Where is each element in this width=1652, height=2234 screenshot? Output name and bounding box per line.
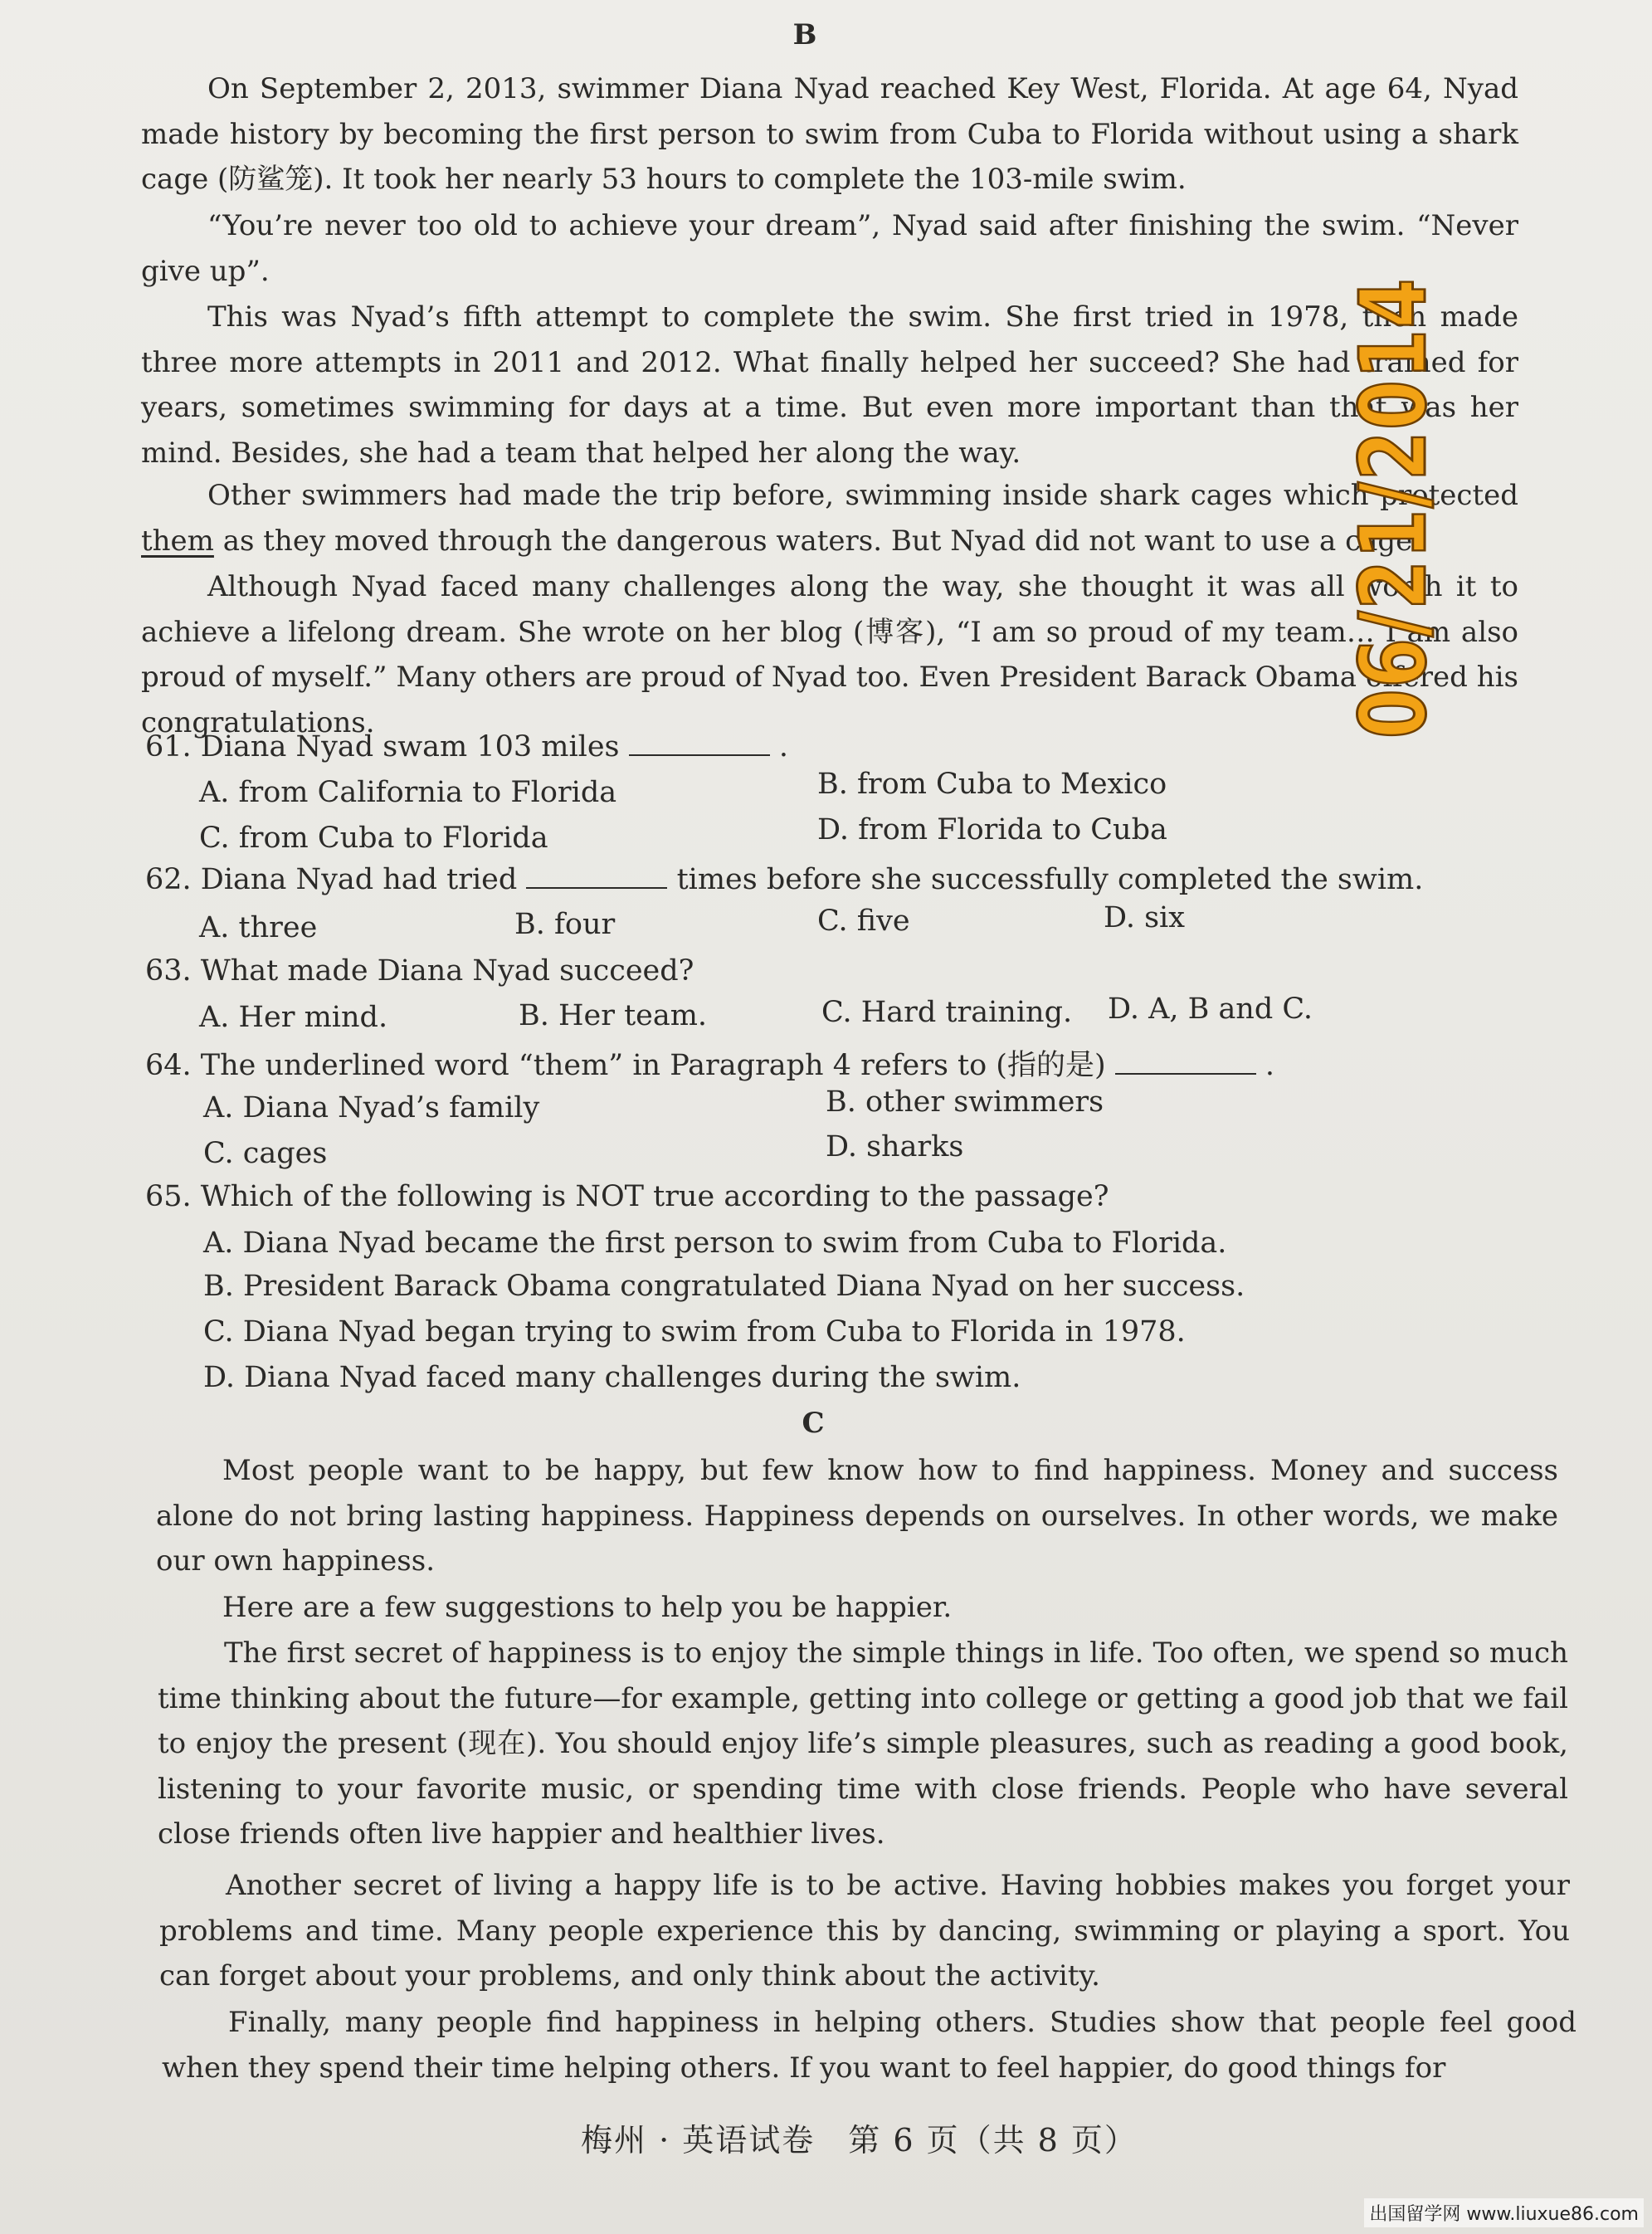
underlined-word-them: them bbox=[141, 524, 214, 558]
passage-c-paragraph-1: Most people want to be happy, but few know how to find happiness. Money and success alone do not bring lasting happiness. Happiness depends on ourselves. In other words, we make our own happiness. bbox=[156, 1454, 1558, 1578]
camera-date-stamp: 06/21/2014 bbox=[1340, 277, 1446, 739]
passage-b-paragraph-4: Other swimmers had made the trip before, swimming inside shark cages which protected them as they moved through the dangerous waters. But Nyad did not want to use a cage. bbox=[141, 479, 1518, 558]
passage-b-paragraph-5: Although Nyad faced many challenges along the way, she thought it was all worth it to achieve a lifelong dream. She wrote on her blog (博客), “I am so proud of my team… I am also proud of myself.” Many others are proud of Nyad too. Even President Barack Obama offered his congratulations. bbox=[141, 570, 1518, 739]
question-63-option-c: C. Hard training. bbox=[821, 996, 1073, 1029]
section-b-heading: B bbox=[792, 18, 817, 51]
question-62-option-d: D. six bbox=[1104, 901, 1185, 934]
question-65: 65. Which of the following is NOT true according to the passage? bbox=[145, 1180, 1109, 1213]
section-c-heading: C bbox=[802, 1407, 825, 1440]
question-63-option-a: A. Her mind. bbox=[199, 1001, 388, 1034]
question-61-option-d: D. from Florida to Cuba bbox=[817, 813, 1167, 846]
question-65-option-a: A. Diana Nyad became the first person to swim from Cuba to Florida. bbox=[203, 1227, 1227, 1260]
question-62-option-c: C. five bbox=[817, 905, 910, 938]
question-62: 62. Diana Nyad had tried times before she successfully completed the swim. bbox=[145, 863, 1424, 896]
question-61-option-b: B. from Cuba to Mexico bbox=[817, 768, 1167, 801]
question-64-option-b: B. other swimmers bbox=[826, 1085, 1104, 1119]
answer-blank[interactable] bbox=[1115, 1051, 1256, 1075]
question-64: 64. The underlined word “them” in Paragraph 4 refers to (指的是) . bbox=[145, 1049, 1275, 1082]
question-63-option-b: B. Her team. bbox=[519, 999, 708, 1032]
answer-blank[interactable] bbox=[629, 733, 770, 756]
question-63: 63. What made Diana Nyad succeed? bbox=[145, 954, 694, 988]
page-footer: 梅州 · 英语试卷 第 6 页（共 8 页） bbox=[581, 2122, 1138, 2158]
question-64-option-a: A. Diana Nyad’s family bbox=[203, 1091, 540, 1124]
question-63-option-d: D. A, B and C. bbox=[1108, 993, 1313, 1026]
question-61-option-c: C. from Cuba to Florida bbox=[199, 822, 548, 855]
passage-b-paragraph-3: This was Nyad’s fifth attempt to complete the swim. She first tried in 1978, then made three more attempts in 2011 and 2012. What finally helped her succeed? She had trained for years, sometimes swimming for days at a time. But even more important than that was her mind. Besides, she had a team that helped her along the way. bbox=[141, 300, 1518, 470]
passage-b-paragraph-1: On September 2, 2013, swimmer Diana Nyad reached Key West, Florida. At age 64, Nyad made history by becoming the first person to swim from Cuba to Florida without using a shark cage (防鲨笼). It took her nearly 53 hours to complete the 103-mile swim. bbox=[141, 72, 1518, 196]
question-65-option-d: D. Diana Nyad faced many challenges during the swim. bbox=[203, 1361, 1021, 1394]
site-watermark: 出国留学网 www.liuxue86.com bbox=[1364, 2198, 1644, 2227]
answer-blank[interactable] bbox=[526, 866, 667, 889]
question-65-option-b: B. President Barack Obama congratulated Diana Nyad on her success. bbox=[203, 1270, 1245, 1303]
passage-c-paragraph-4: Another secret of living a happy life is to be active. Having hobbies makes you forget your problems and time. Many people experience this by dancing, swimming or playing a sport. You can forget about your problems, and only think about the activity. bbox=[159, 1869, 1570, 1993]
passage-b-paragraph-2: “You’re never too old to achieve your dream”, Nyad said after finishing the swim. “Never give up”. bbox=[141, 209, 1518, 288]
question-62-option-b: B. four bbox=[514, 908, 616, 941]
question-64-option-d: D. sharks bbox=[826, 1130, 964, 1163]
question-62-option-a: A. three bbox=[199, 911, 318, 944]
question-61: 61. Diana Nyad swam 103 miles . bbox=[145, 730, 788, 763]
passage-c-paragraph-2: Here are a few suggestions to help you be happier. bbox=[222, 1591, 953, 1624]
question-65-option-c: C. Diana Nyad began trying to swim from Cuba to Florida in 1978. bbox=[203, 1315, 1186, 1349]
passage-c-paragraph-5: Finally, many people find happiness in helping others. Studies show that people feel good when they spend their time helping others. If you want to feel happier, do good things for bbox=[162, 2006, 1576, 2085]
question-61-option-a: A. from California to Florida bbox=[199, 776, 617, 809]
question-64-option-c: C. cages bbox=[203, 1137, 328, 1170]
passage-c-paragraph-3: The first secret of happiness is to enjoy the simple things in life. Too often, we spend so much time thinking about the future—for example, getting into college or getting a good job that we fail to enjoy the present (现在). You should enjoy life’s simple pleasures, such as reading a good book, listening to your favorite music, or spending time with close friends. People who have several close friends often live happier and healthier lives. bbox=[158, 1636, 1568, 1851]
